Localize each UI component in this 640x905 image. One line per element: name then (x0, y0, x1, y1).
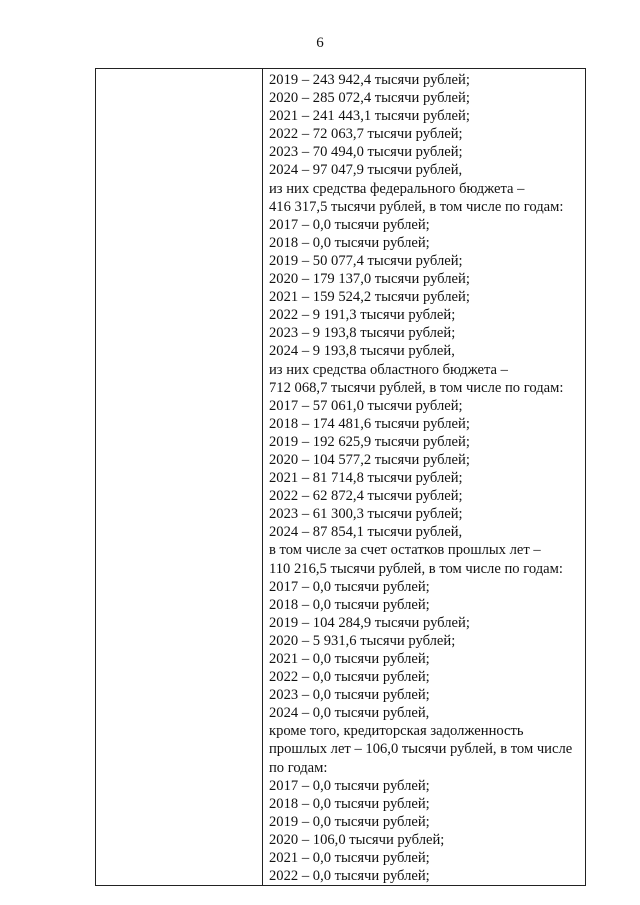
text-line: 712 068,7 тысячи рублей, в том числе по годам: (269, 379, 564, 396)
text-line: кроме того, кредиторская задолженность (269, 723, 524, 740)
text-line: 2019 – 104 284,9 тысячи рублей; (269, 614, 470, 631)
text-line: 2021 – 0,0 тысячи рублей; (269, 850, 430, 867)
text-line: 2024 – 0,0 тысячи рублей, (269, 705, 430, 722)
text-line: 2024 – 97 047,9 тысячи рублей, (269, 162, 463, 179)
text-line: 2023 – 0,0 тысячи рублей; (269, 687, 430, 704)
text-line: по годам: (269, 759, 328, 776)
text-line: 2019 – 192 625,9 тысячи рублей; (269, 433, 470, 450)
table-row (96, 69, 586, 886)
text-line: прошлых лет – 106,0 тысячи рублей, в том числе (269, 741, 573, 758)
text-line: 2022 – 0,0 тысячи рублей; (269, 868, 430, 885)
text-line: 2023 – 61 300,3 тысячи рублей; (269, 506, 463, 523)
text-line: 416 317,5 тысячи рублей, в том числе по годам: (269, 198, 564, 215)
table-cell-left (96, 69, 263, 886)
text-line: 2023 – 9 193,8 тысячи рублей; (269, 325, 456, 342)
text-line: 2019 – 243 942,4 тысячи рублей; (269, 72, 470, 88)
text-line: 2018 – 0,0 тысячи рублей; (269, 596, 430, 613)
text-line: 2020 – 106,0 тысячи рублей; (269, 831, 445, 848)
text-line: 2017 – 0,0 тысячи рублей; (269, 216, 430, 233)
funding-lines (263, 69, 585, 885)
text-line: 2020 – 5 931,6 тысячи рублей; (269, 632, 456, 649)
text-line: 2021 – 81 714,8 тысячи рублей; (269, 470, 463, 487)
text-line: 2019 – 0,0 тысячи рублей; (269, 813, 430, 830)
text-line: 2021 – 0,0 тысячи рублей; (269, 651, 430, 667)
text-line: 2018 – 0,0 тысячи рублей; (269, 795, 430, 812)
text-line: 110 216,5 тысячи рублей, в том числе по годам: (269, 560, 563, 577)
text-line: 2017 – 57 061,0 тысячи рублей; (269, 397, 463, 414)
table-cell-right (263, 69, 586, 886)
text-line: 2022 – 62 872,4 тысячи рублей; (269, 488, 463, 505)
text-line: 2021 – 241 443,1 тысячи рублей; (269, 108, 470, 125)
text-line: 2022 – 9 191,3 тысячи рублей; (269, 307, 456, 324)
text-line: 2017 – 0,0 тысячи рублей; (269, 777, 430, 794)
text-line: 2021 – 159 524,2 тысячи рублей; (269, 289, 470, 306)
text-line: в том числе за счет остатков прошлых лет – (269, 542, 541, 559)
text-line: из них средства федерального бюджета – (269, 180, 525, 197)
page-number: 6 (316, 35, 324, 51)
text-line: 2022 – 72 063,7 тысячи рублей; (269, 126, 463, 143)
text-line: 2023 – 70 494,0 тысячи рублей; (269, 144, 463, 161)
text-line: 2020 – 104 577,2 тысячи рублей; (269, 451, 470, 468)
text-line: 2017 – 0,0 тысячи рублей; (269, 578, 430, 595)
text-line: 2018 – 0,0 тысячи рублей; (269, 234, 430, 251)
funding-table (95, 68, 586, 886)
text-line: 2018 – 174 481,6 тысячи рублей; (269, 415, 470, 432)
text-line: 2019 – 50 077,4 тысячи рублей; (269, 252, 463, 269)
text-line: 2022 – 0,0 тысячи рублей; (269, 669, 430, 686)
text-line: 2024 – 9 193,8 тысячи рублей, (269, 343, 455, 360)
text-line: из них средства областного бюджета – (269, 361, 508, 378)
text-line: 2020 – 179 137,0 тысячи рублей; (269, 271, 470, 288)
text-line: 2024 – 87 854,1 тысячи рублей, (269, 524, 463, 541)
text-line: 2020 – 285 072,4 тысячи рублей; (269, 90, 470, 107)
